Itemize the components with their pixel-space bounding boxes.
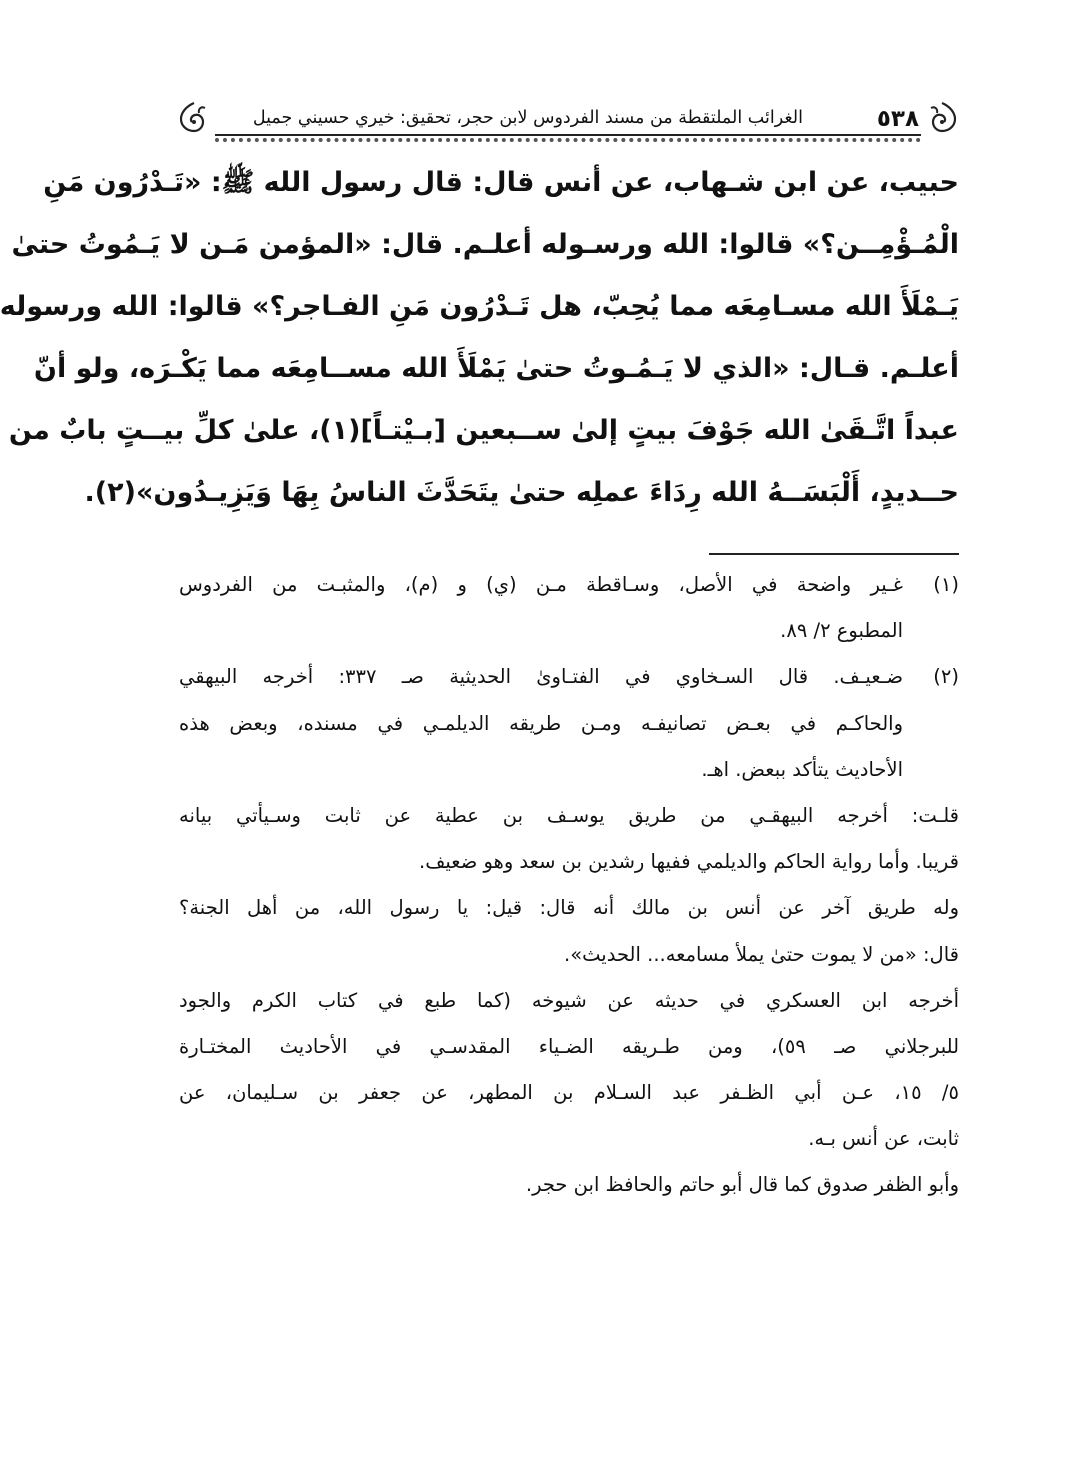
header-dotted-rule [215,138,921,142]
footnote-1 [179,562,959,608]
main-text-line: حــديدٍ، أَلْبَسَــهُ الله رِدَاءَ عملِه حتىٰ يتَحَدَّثَ الناسُ بِهَا وَيَزِيـدُون»(٢). [84,477,959,508]
footnote-paragraph-line: قال: «من لا يموت حتىٰ يملأ مسامعه... الحديث». [564,942,959,966]
main-text-line: عبداً اتَّـقَىٰ الله جَوْفَ بيتٍ إلىٰ ســبعين [بـيْتـاً](١)، علىٰ كلِّ بيــتٍ بابٌ من [8,415,959,446]
floral-ornament-icon [925,100,959,134]
main-text-line: حبيب، عن ابن شـهاب، عن أنس قال: قال رسول الله ﷺ: «تَـدْرُون مَنِ [43,167,959,198]
footnote-number: (١) [933,573,959,596]
footnote-text: غـير واضحة في الأصل، وسـاقطة مـن (ي) و (م)، والمثبـت من الفردوس [179,573,903,596]
main-text-line: الْمُـؤْمِــن؟» قالوا: الله ورسـوله أعلـم. قال: «المؤمن مَـن لا يَـمُوتُ حتىٰ [11,229,959,260]
footnotes [179,562,959,1209]
footnote-paragraph-line: ٥/ ١٥، عـن أبي الظـفر عبد السـلام بن المطهر، عن جعفر بن سـليمان، عن [179,1081,959,1105]
running-title: الغرائب الملتقطة من مسند الفردوس لابن حجر، تحقيق: خيري حسيني جميل [252,108,803,128]
footnote-text: الأحاديث يتأكد ببعض. اهـ. [701,757,903,781]
main-text-line: يَـمْلَأَ الله مسـامِعَه مما يُحِبّ، هل تَـدْرُون مَنِ الفـاجر؟» قالوا: الله ورسوله [0,291,959,322]
footnote-paragraph-line: للبرجلاني صـ ٥٩)، ومن طـريقه الضـياء المقدسـي في الأحاديث المختـارة [179,1034,960,1058]
footnote-text: ضـعيـف. قال السـخاوي في الفتـاوىٰ الحديثية صـ ٣٣٧: أخرجه البيهقي [179,665,903,689]
main-text-line: أعلـم. قـال: «الذي لا يَـمُـوتُ حتىٰ يَمْلَأَ الله مســامِعَه مما يَكْـرَه، ولو أنّ [33,353,959,384]
main-text [0,152,959,524]
footnote-paragraph-line: أخرجه ابن العسكري في حديثه عن شيوخه (كما طبع في كتاب الكرم والجود [179,988,959,1012]
header-rule [215,134,921,136]
footnote-paragraph-line: قريبا. وأما رواية الحاكم والديلمي ففيها رشدين بن سعد وهو ضعيف. [419,850,959,874]
footnote-paragraph-line: ثابت، عن أنس بـه. [808,1127,959,1151]
footnote-paragraph-line: وله طريق آخر عن أنس بن مالك أنه قال: قيل: يا رسول الله، من أهل الجنة؟ [179,896,959,920]
footnote-text: المطبوع ٢/ ٨٩. [780,619,903,643]
floral-ornament-icon [177,100,211,134]
footnote-2 [179,654,959,700]
footnote-separator [709,553,959,555]
footnote-number: (٢) [933,665,959,689]
footnote-text: والحاكـم في بعـض تصانيفـه ومـن طريقه الديلمـي في مسنده، وبعض هذه [179,711,903,735]
page-number: ٥٣٨ [876,106,919,132]
running-header [177,96,959,144]
footnote-paragraph-line: قلـت: أخرجه البيهقـي من طريق يوسـف بن عطية عن ثابت وسـيأتي بيانه [179,803,959,827]
footnote-paragraph-line: وأبو الظفر صدوق كما قال أبو حاتم والحافظ ابن حجر. [525,1173,959,1197]
